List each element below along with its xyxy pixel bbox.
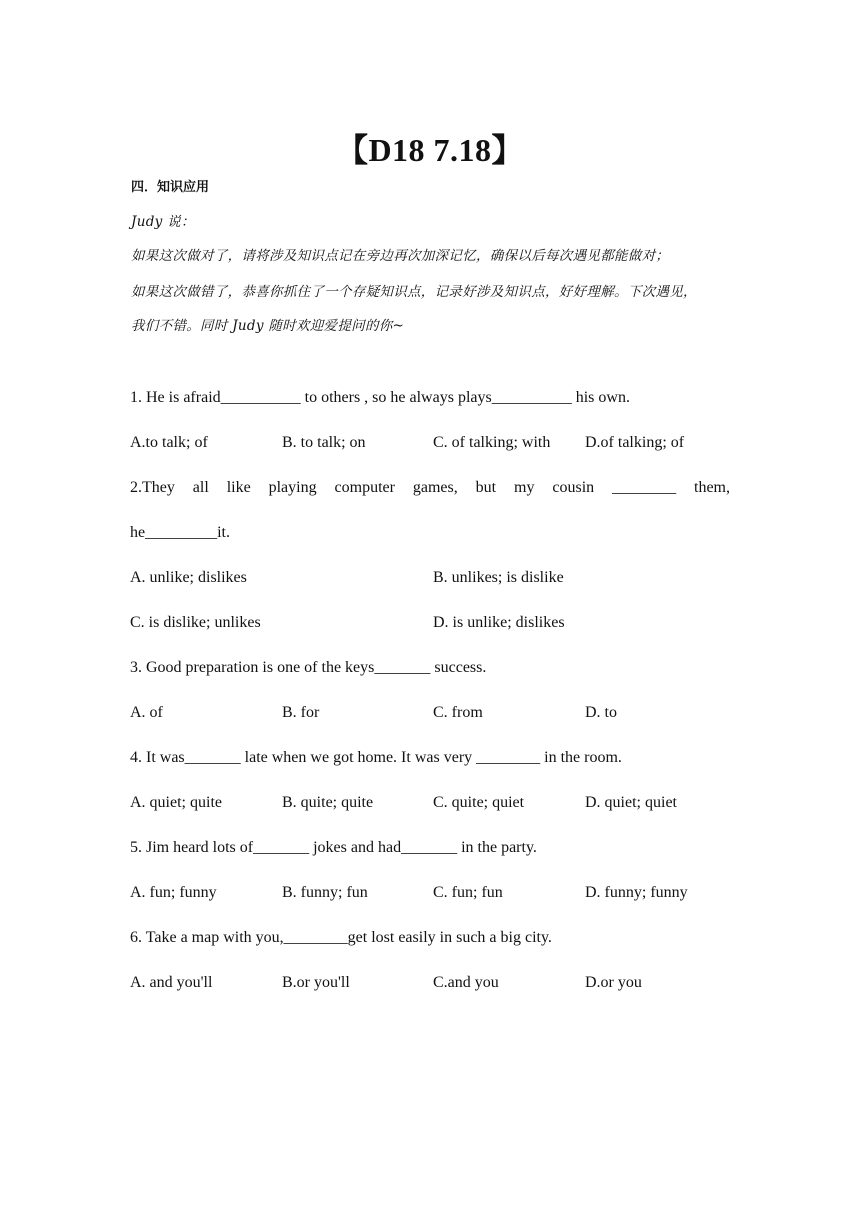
question-5-options (130, 882, 730, 904)
question-2-stem-line-2: he_________it. (130, 524, 230, 541)
question-3-option-d: D. to (585, 704, 617, 721)
question-5-option-d: D. funny; funny (585, 884, 688, 901)
question-2-options-row-1 (130, 567, 730, 589)
question-3-stem: 3. Good preparation is one of the keys_______ success. (130, 659, 487, 676)
question-2-option-a: A. unlike; dislikes (130, 569, 247, 586)
question-5-option-b: B. funny; fun (282, 884, 368, 901)
question-2-option-d: D. is unlike; dislikes (433, 614, 565, 631)
note-line: Judy 说： (131, 214, 195, 230)
question-4-option-b: B. quite; quite (282, 794, 374, 811)
question-4-option-c: C. quite; quiet (433, 794, 525, 811)
question-4-option-d: D. quiet; quiet (585, 794, 677, 811)
question-6-option-a: A. and you'll (130, 974, 213, 991)
section-heading: 四．知识应用 (131, 180, 210, 195)
question-6-options (130, 972, 730, 994)
question-5-stem: 5. Jim heard lots of_______ jokes and had_______ in the party. (130, 839, 537, 856)
question-6-option-c: C.and you (433, 974, 499, 991)
question-1-option-b: B. to talk; on (282, 434, 366, 451)
question-3-option-c: C. from (433, 704, 483, 721)
question-4-stem: 4. It was_______ late when we got home. It was very ________ in the room. (130, 749, 622, 766)
question-1-option-c: C. of talking; with (433, 434, 551, 451)
question-3-option-a: A. of (130, 704, 163, 721)
question-3-options (130, 702, 730, 724)
question-1-option-a: A.to talk; of (130, 434, 208, 451)
page-title: 【D18 7.18】 (335, 132, 525, 168)
question-1-options (130, 432, 730, 454)
note-line: 我们不错。同时 Judy 随时欢迎爱提问的你~ (131, 318, 405, 334)
question-1-option-d: D.of talking; of (585, 434, 685, 451)
question-3-option-b: B. for (282, 704, 320, 721)
question-5-option-a: A. fun; funny (130, 884, 217, 901)
question-6-option-b: B.or you'll (282, 974, 350, 991)
question-6-option-d: D.or you (585, 974, 642, 991)
question-4-option-a: A. quiet; quite (130, 794, 222, 811)
question-5-option-c: C. fun; fun (433, 884, 503, 901)
question-2-options-row-2 (130, 612, 730, 634)
question-2-option-c: C. is dislike; unlikes (130, 614, 261, 631)
question-2-option-b: B. unlikes; is dislike (433, 569, 564, 586)
question-6-stem: 6. Take a map with you,________get lost easily in such a big city. (130, 929, 552, 946)
question-1-stem: 1. He is afraid__________ to others , so he always plays__________ his own. (130, 389, 630, 406)
note-line: 如果这次做对了，请将涉及知识点记在旁边再次加深记忆，确保以后每次遇见都能做对； (131, 248, 670, 264)
note-line: 如果这次做错了，恭喜你抓住了一个存疑知识点，记录好涉及知识点，好好理解。下次遇见， (131, 284, 697, 300)
question-2-stem-line-1: 2.They all like playing computer games, but my cousin ________ them, (130, 479, 730, 496)
question-4-options (130, 792, 730, 814)
